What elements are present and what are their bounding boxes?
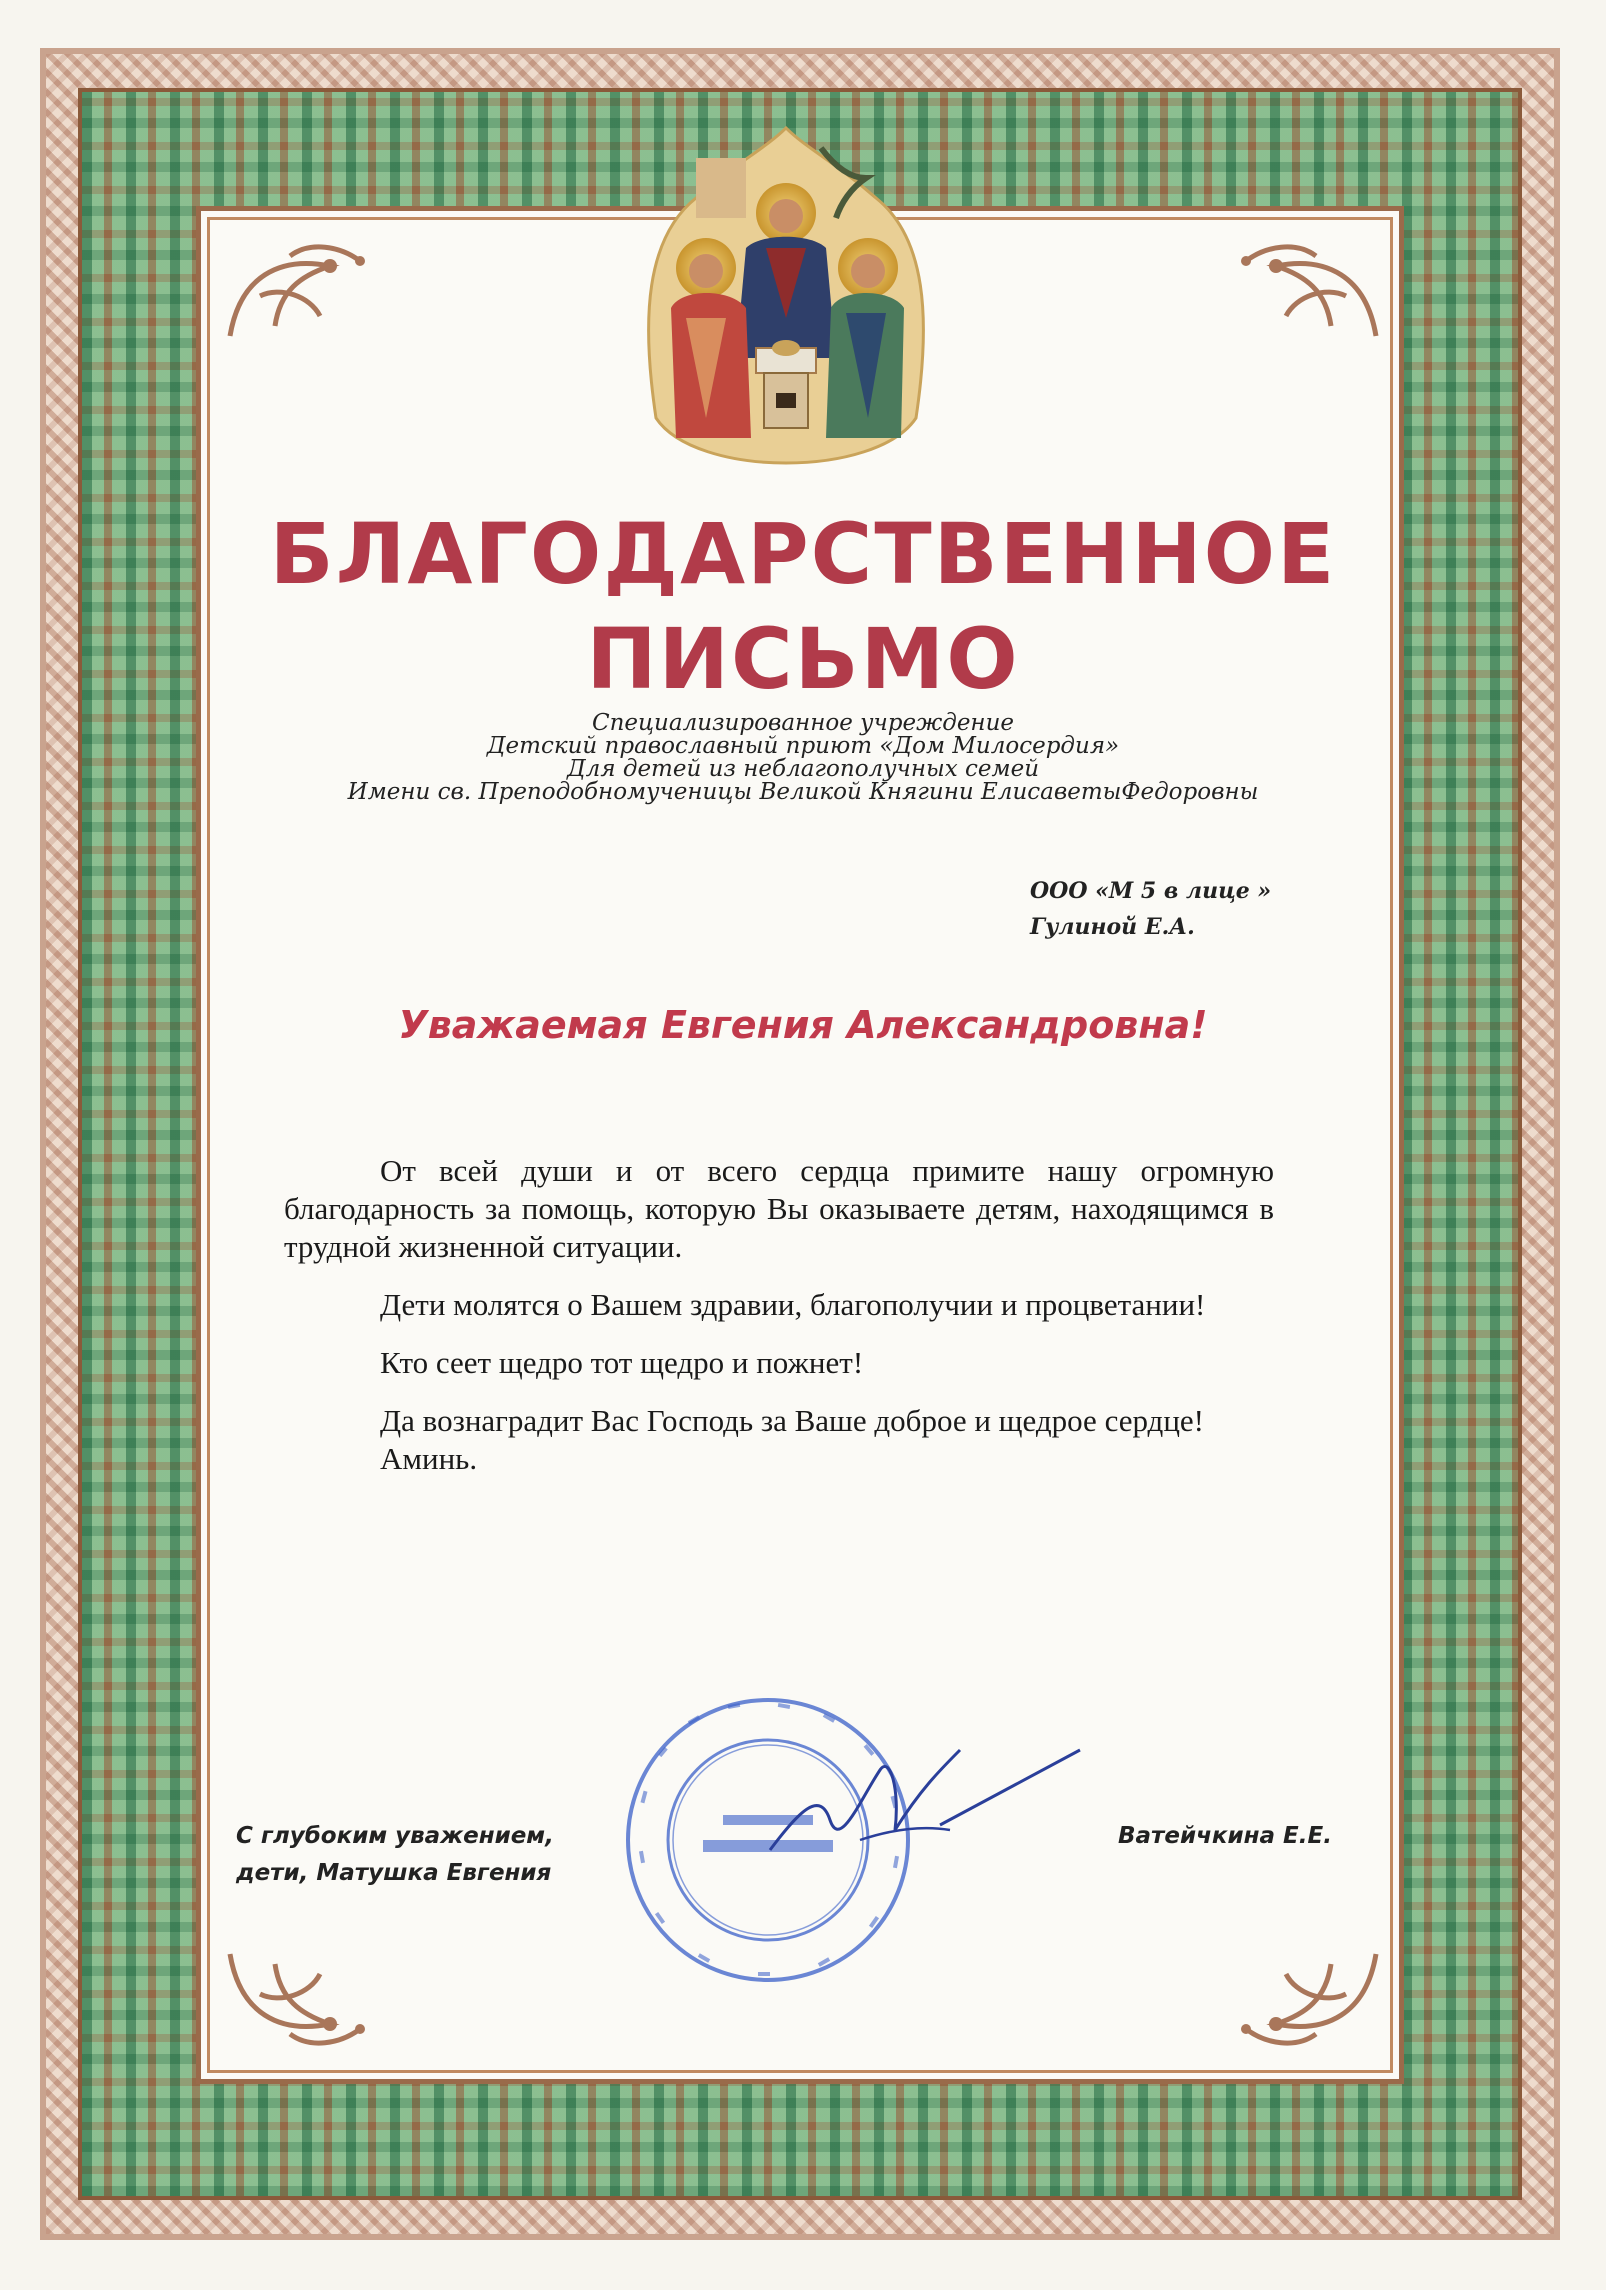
- document-title-line2: ПИСЬМО: [586, 610, 1020, 708]
- organization-line: Детский православный приют «Дом Милосердия»: [486, 733, 1120, 759]
- body-paragraph: От всей души и от всего сердца примите нашу огромную благодарность за помощь, которую Вы оказываете детям, находящимся в трудной жизненной ситуации.: [284, 1153, 1274, 1264]
- organization-block: [230, 712, 1376, 804]
- closing-block: [236, 1818, 554, 1892]
- body-paragraph: Кто сеет щедро тот щедро и пожнет!: [380, 1345, 864, 1380]
- closing-line: С глубоким уважением,: [236, 1823, 554, 1849]
- body-paragraph: Аминь.: [380, 1441, 478, 1476]
- flourish-bottom-right-icon: [1236, 1944, 1386, 2054]
- body-paragraph: Да вознаградит Вас Господь за Ваше доброе и щедрое сердце!: [380, 1403, 1204, 1438]
- flourish-top-left-icon: [220, 236, 370, 346]
- greeting: Уважаемая Евгения Александровна!: [398, 1003, 1208, 1047]
- organization-line: Имени св. Преподобномученицы Великой Княгини ЕлисаветыФедоровны: [347, 779, 1259, 805]
- addressee-block: [1030, 873, 1271, 945]
- signer-name: Ватейчкина Е.Е.: [1118, 1823, 1332, 1849]
- flourish-bottom-left-icon: [220, 1944, 370, 2054]
- letter-body: [284, 1152, 1274, 1478]
- flourish-top-right-icon: [1236, 236, 1386, 346]
- handwritten-signature-icon: [760, 1730, 1090, 1880]
- trinity-icon: [636, 118, 936, 488]
- addressee-person: Гулиной Е.А.: [1030, 914, 1195, 940]
- organization-line: Для детей из неблагополучных семей: [566, 756, 1040, 782]
- organization-line: Специализированное учреждение: [591, 710, 1015, 736]
- body-paragraph: Дети молятся о Вашем здравии, благополучии и процветании!: [380, 1287, 1206, 1322]
- closing-line: дети, Матушка Евгения: [236, 1860, 552, 1886]
- addressee-company: ООО «М 5 в лице »: [1030, 878, 1272, 904]
- document-title-line1: БЛАГОДАРСТВЕННОЕ: [269, 505, 1337, 603]
